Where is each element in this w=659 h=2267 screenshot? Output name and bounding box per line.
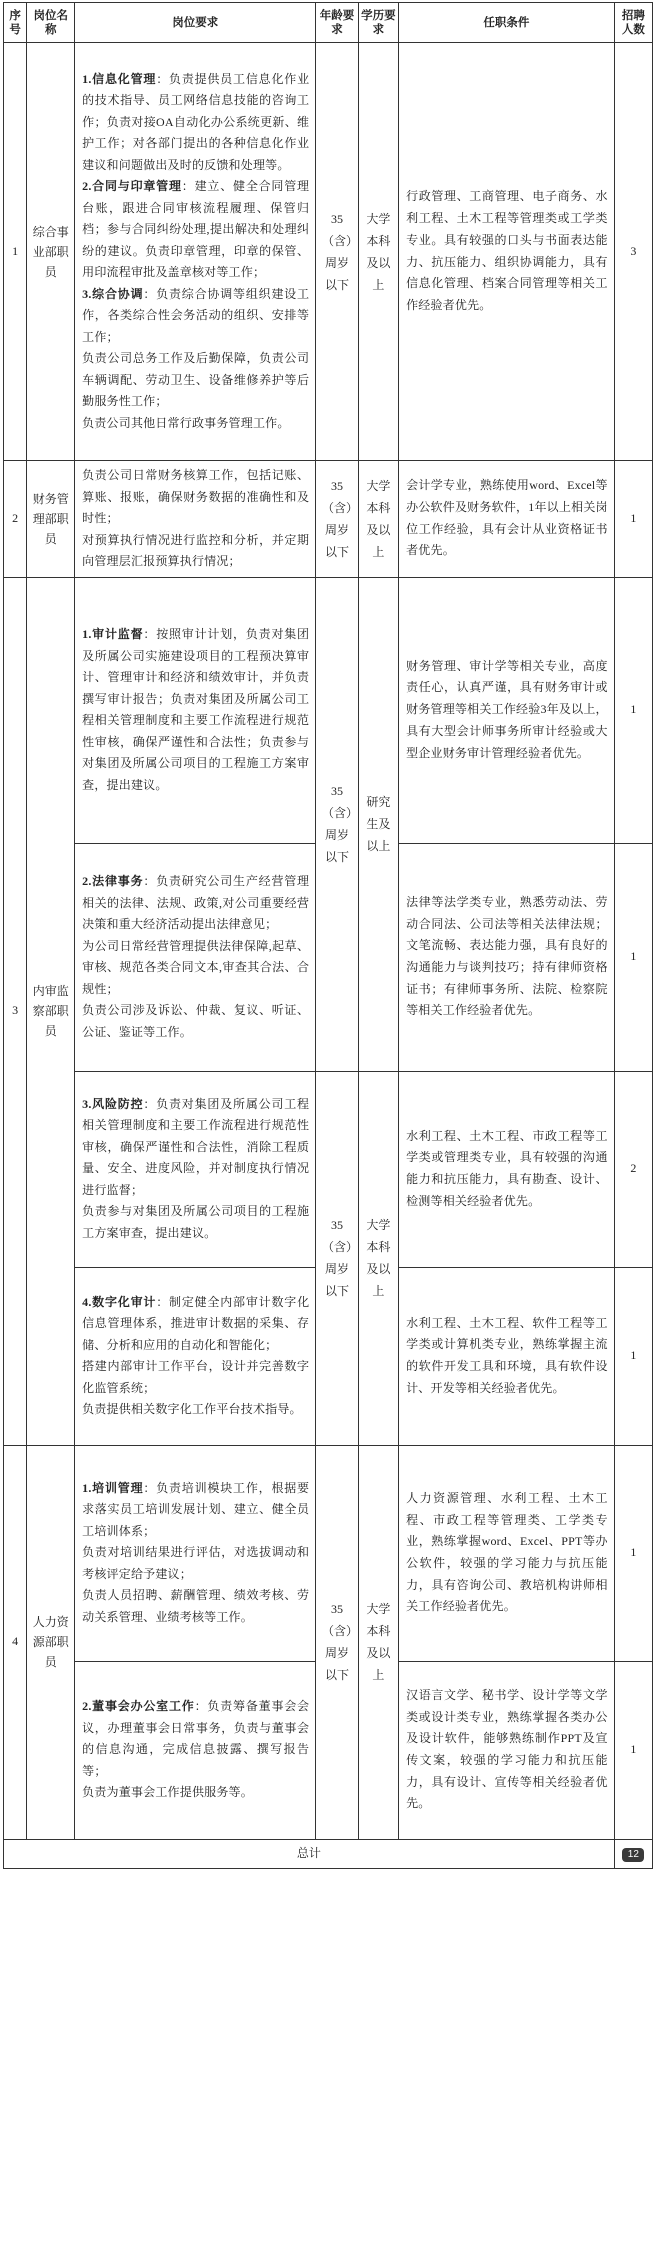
requirement-text: 负责对培训结果进行评估，对选拔调动和考核评定给予建议； [82, 1545, 310, 1581]
requirement-text: ：负责研究公司生产经营管理相关的法律、法规、政策,对公司重要经营决策和重大经济活动提出法律意见； [82, 874, 310, 931]
requirement-text: 负责公司日常财务核算工作，包括记账、算账、报账，确保财务数据的准确性和及时性； [82, 468, 310, 525]
education-requirement: 研究生及以上 [358, 577, 398, 1071]
requirement-text: ：负责筹备董事会会议，办理董事会日常事务，负责与董事会的信息沟通，完成信息披露、撰写报告等； [82, 1699, 310, 1778]
header-row [4, 3, 653, 43]
header-position-name: 岗位名称 [27, 3, 75, 43]
requirement-paragraph [82, 624, 309, 796]
qualifications: 行政管理、工商管理、电子商务、水利工程、土木工程等管理类或工学类专业。具有较强的口头与书面表达能力、抗压能力、组织协调能力，具有信息化管理、档案合同管理等相关工作经验者优先。 [399, 43, 615, 461]
total-row [4, 1839, 653, 1868]
education-requirement: 大学本科及以上 [358, 43, 398, 461]
requirement-paragraph [82, 1399, 309, 1421]
requirement-paragraph [82, 348, 309, 413]
position-requirements [75, 43, 316, 461]
education-requirement: 大学本科及以上 [358, 1071, 398, 1445]
requirement-text: ：建立、健全合同管理台账，跟进合同审核流程履理、保管归档；参与合同纠纷处理,提出解决和处理纠纷的建议。负责印章管理，印章的保管、用印流程审批及盖章核对等工作； [82, 179, 310, 280]
row-number: 3 [4, 577, 27, 1445]
requirement-paragraph [82, 1542, 309, 1585]
requirement-text: 负责人员招聘、薪酬管理、绩效考核、劳动关系管理、业绩考核等工作。 [82, 1588, 310, 1624]
position-requirements [75, 1267, 316, 1445]
qualifications: 人力资源管理、水利工程、土木工程、市政工程等管理类、工学类专业，熟练掌握word、Excel、PPT等办公软件，较强的学习能力与抗压能力，具有咨询公司、教培机构讲师相关工作经验者优先。 [399, 1445, 615, 1661]
requirement-paragraph [82, 936, 309, 1001]
requirement-paragraph [82, 465, 309, 530]
row-number: 4 [4, 1445, 27, 1839]
qualifications: 法律等法学类专业，熟悉劳动法、劳动合同法、公司法等相关法律法规；文笔流畅、表达能力强，具有良好的沟通能力与谈判技巧；持有律师资格证书；有律师事务所、法院、检察院等相关工作经验者优先。 [399, 843, 615, 1071]
requirement-text: 负责公司总务工作及后勤保障，负责公司车辆调配、劳动卫生、设备维修养护等后勤服务性工作； [82, 351, 310, 409]
recruitment-table-sheet [3, 2, 653, 1869]
requirement-text: ：按照审计计划，负责对集团及所属公司实施建设项目的工程预决算审计、管理审计和经济和绩效审计，并负责撰写审计报告；负责对集团及所属公司工程相关管理制度和主要工作流程进行规范性审核，确保严谨性和合法性；负责参与对集团及所属公司项目的工程施工方案审查，提出建议。 [82, 627, 310, 792]
headcount: 1 [614, 1661, 652, 1839]
requirement-paragraph [82, 413, 309, 435]
table-row [4, 1445, 653, 1661]
position-name: 人力资源部职员 [27, 1445, 75, 1839]
position-name: 财务管理部职员 [27, 461, 75, 578]
requirement-paragraph [82, 69, 309, 177]
requirement-paragraph [82, 871, 309, 936]
requirement-text: ：负责培训模块工作，根据要求落实员工培训发展计划、建立、健全员工培训体系； [82, 1480, 310, 1538]
total-value: 12 [622, 1848, 644, 1862]
requirement-heading: 1.审计监督 [82, 627, 144, 641]
qualifications: 水利工程、土木工程、软件工程等工学类或计算机类专业，熟练掌握主流的软件开发工具和环境，具有软件设计、开发等相关经验者优先。 [399, 1267, 615, 1445]
headcount: 3 [614, 43, 652, 461]
requirement-heading: 2.合同与印章管理 [82, 179, 182, 194]
headcount: 1 [614, 843, 652, 1071]
requirement-paragraph [82, 530, 309, 573]
recruitment-table [3, 2, 653, 1869]
age-requirement: 35（含）周岁以下 [316, 43, 358, 461]
requirement-paragraph [82, 1585, 309, 1628]
qualifications: 会计学专业，熟练使用word、Excel等办公软件及财务软件，1年以上相关岗位工作经验，具有会计从业资格证书者优先。 [399, 461, 615, 578]
table-row [4, 43, 653, 461]
requirement-heading: 1.培训管理 [82, 1480, 144, 1495]
requirement-text: 负责参与对集团及所属公司项目的工程施工方案审查，提出建议。 [82, 1204, 310, 1240]
headcount: 1 [614, 1267, 652, 1445]
total-label: 总计 [4, 1839, 615, 1868]
education-requirement: 大学本科及以上 [358, 1445, 398, 1839]
table-row [4, 1071, 653, 1267]
education-requirement: 大学本科及以上 [358, 461, 398, 578]
headcount: 1 [614, 577, 652, 843]
age-requirement: 35（含）周岁以下 [316, 577, 358, 1071]
table-row [4, 577, 653, 843]
requirement-heading: 3.风险防控 [82, 1096, 144, 1111]
position-requirements [75, 1445, 316, 1661]
requirement-heading: 3.综合协调 [82, 286, 144, 301]
header-qualifications: 任职条件 [399, 3, 615, 43]
requirement-paragraph [82, 1201, 309, 1244]
requirement-paragraph [82, 284, 309, 349]
requirement-text: 搭建内部审计工作平台，设计并完善数字化监管系统； [82, 1359, 310, 1395]
requirement-text: ：负责综合协调等组织建设工作，各类综合性会务活动的组织、安排等工作； [82, 286, 310, 344]
header-headcount: 招聘人数 [614, 3, 652, 43]
requirement-text: ：负责对集团及所属公司工程相关管理制度和主要工作流程进行规范性审核，确保严谨性和合法性，消除工程质量、安全、进度风险，并对制度执行情况进行监督； [82, 1096, 310, 1197]
requirement-paragraph [82, 1782, 309, 1804]
position-name: 综合事业部职员 [27, 43, 75, 461]
headcount: 2 [614, 1071, 652, 1267]
position-requirements [75, 577, 316, 843]
table-row [4, 461, 653, 578]
requirement-paragraph [82, 1000, 309, 1043]
requirement-text: 负责提供相关数字化工作平台技术指导。 [82, 1402, 302, 1416]
age-requirement: 35（含）周岁以下 [316, 1071, 358, 1445]
headcount: 1 [614, 1445, 652, 1661]
requirement-heading: 2.董事会办公室工作 [82, 1699, 195, 1714]
position-name: 内审监察部职员 [27, 577, 75, 1445]
requirement-paragraph [82, 1696, 309, 1782]
position-requirements [75, 461, 316, 578]
qualifications: 水利工程、土木工程、市政工程等工学类或管理类专业，具有较强的沟通能力和抗压能力，具有勘查、设计、检测等相关经验者优先。 [399, 1071, 615, 1267]
requirement-text: 负责为董事会工作提供服务等。 [82, 1785, 253, 1800]
age-requirement: 35（含）周岁以下 [316, 1445, 358, 1839]
requirement-text: 为公司日常经营管理提供法律保障,起草、审核、规范各类合同文本,审查其合法、合规性； [82, 938, 310, 996]
position-requirements [75, 1661, 316, 1839]
row-number: 1 [4, 43, 27, 461]
qualifications: 汉语言文学、秘书学、设计学等文学类或设计类专业，熟练掌握各类办公及设计软件，能够熟练制作PPT及宣传文案，较强的学习能力和抗压能力，具有设计、宣传等相关经验者优先。 [399, 1661, 615, 1839]
requirement-text: 负责公司其他日常行政事务管理工作。 [82, 415, 290, 430]
headcount: 1 [614, 461, 652, 578]
requirement-paragraph [82, 1292, 309, 1357]
requirement-heading: 1.信息化管理 [82, 71, 157, 86]
requirement-paragraph [82, 1356, 309, 1399]
header-education-requirement: 学历要求 [358, 3, 398, 43]
requirement-heading: 4.数字化审计 [82, 1294, 157, 1309]
header-position-requirements: 岗位要求 [75, 3, 316, 43]
requirement-heading: 2.法律事务 [82, 874, 144, 888]
requirement-paragraph [82, 1478, 309, 1543]
requirement-text: ：负责提供员工信息化作业的技术指导、员工网络信息技能的咨询工作；负责对接OA自动化办公系统更新、维护工作；对各部门提出的各种信息化作业建议和问题做出及时的反馈和处理等。 [82, 71, 310, 172]
requirement-paragraph [82, 176, 309, 284]
position-requirements [75, 1071, 316, 1267]
row-number: 2 [4, 461, 27, 578]
requirement-paragraph [82, 1094, 309, 1202]
header-age-requirement: 年龄要求 [316, 3, 358, 43]
position-requirements [75, 843, 316, 1071]
age-requirement: 35（含）周岁以下 [316, 461, 358, 578]
requirement-text: 负责公司涉及诉讼、仲裁、复议、听证、公证、鉴证等工作。 [82, 1003, 310, 1039]
requirement-text: ：制定健全内部审计数字化信息管理体系，推进审计数据的采集、存储、分析和应用的自动化和智能化； [82, 1294, 310, 1352]
qualifications: 财务管理、审计学等相关专业，高度责任心，认真严谨，具有财务审计或财务管理等相关工作经验3年及以上，具有大型会计师事务所审计经验或大型企业财务审计管理经验者优先。 [399, 577, 615, 843]
total-value-cell [614, 1839, 652, 1868]
header-no: 序号 [4, 3, 27, 43]
requirement-text: 对预算执行情况进行监控和分析，并定期向管理层汇报预算执行情况； [82, 532, 310, 568]
